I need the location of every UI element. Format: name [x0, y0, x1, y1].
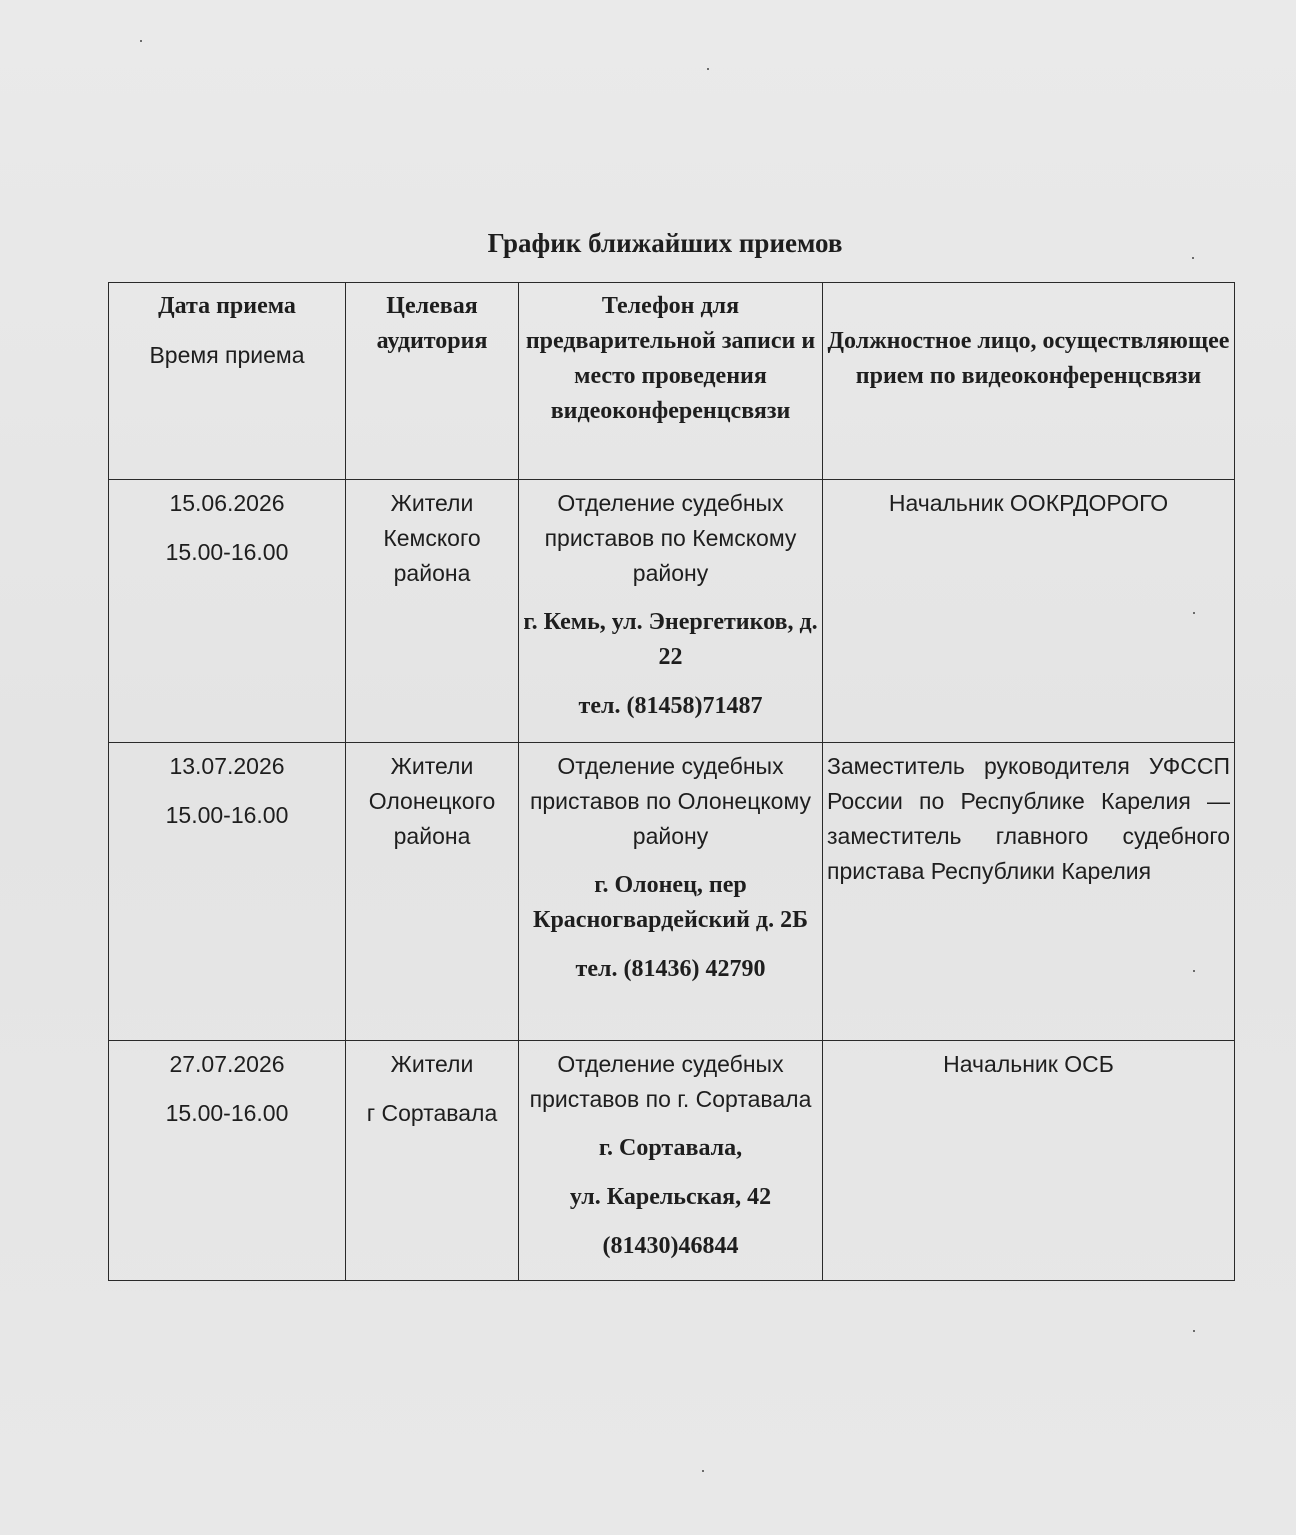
paper-speck: [140, 40, 142, 42]
table-row: [109, 1041, 1235, 1281]
office-address: г. Кемь, ул. Энергетиков, д. 22: [523, 609, 818, 670]
cell-date-time: [109, 1041, 346, 1281]
cell-contact: [519, 743, 823, 1041]
office-name: Отделение судебных приставов по Кемскому району: [544, 490, 797, 586]
time: 15.00-16.00: [165, 1100, 289, 1126]
paper-speck: [702, 1470, 704, 1472]
office-phone: (81430)46844: [602, 1233, 739, 1259]
date: 13.07.2026: [169, 753, 285, 779]
schedule-table: [108, 282, 1235, 1281]
header-time: Время приема: [149, 342, 305, 368]
header-official: Должностное лицо, осуществляющее прием по видеоконференцсвязи: [823, 283, 1235, 480]
table-row: [109, 480, 1235, 743]
cell-contact: [519, 1041, 823, 1281]
header-date: Дата приема: [158, 293, 296, 319]
cell-audience: Жители Олонецкого района: [346, 743, 519, 1041]
office-name: Отделение судебных приставов по г. Сортавала: [529, 1051, 812, 1112]
office-address: г. Олонец, пер Красногвардейский д. 2Б: [533, 872, 808, 933]
cell-official: Начальник ОСБ: [823, 1041, 1235, 1281]
paper-speck: [707, 68, 709, 70]
table-header-row: [109, 283, 1235, 480]
time: 15.00-16.00: [165, 802, 289, 828]
cell-official: Заместитель руководителя УФССП России по Республике Карелия — заместитель главного судебного пристава Республики Карелия: [823, 743, 1235, 1041]
date: 27.07.2026: [169, 1051, 285, 1077]
date: 15.06.2026: [169, 490, 285, 516]
office-address-line1: г. Сортавала,: [598, 1135, 743, 1161]
table-row: [109, 743, 1235, 1041]
page-title: График ближайших приемов: [487, 228, 843, 258]
cell-official: Начальник ООКРДОРОГО: [823, 480, 1235, 743]
paper-speck: [1193, 1330, 1195, 1332]
header-date-time: [109, 283, 346, 480]
header-audience: Целевая аудитория: [346, 283, 519, 480]
cell-contact: [519, 480, 823, 743]
cell-date-time: [109, 743, 346, 1041]
cell-date-time: [109, 480, 346, 743]
header-contact: Телефон для предварительной записи и место проведения видеоконференцсвязи: [519, 283, 823, 480]
office-phone: тел. (81458)71487: [578, 693, 763, 719]
cell-audience: Жители г Сортавала: [346, 1041, 519, 1281]
office-address-line2: ул. Карельская, 42: [569, 1184, 772, 1210]
office-phone: тел. (81436) 42790: [575, 956, 766, 982]
cell-audience: Жители Кемского района: [346, 480, 519, 743]
office-name: Отделение судебных приставов по Олонецкому району: [529, 753, 812, 849]
time: 15.00-16.00: [165, 539, 289, 565]
